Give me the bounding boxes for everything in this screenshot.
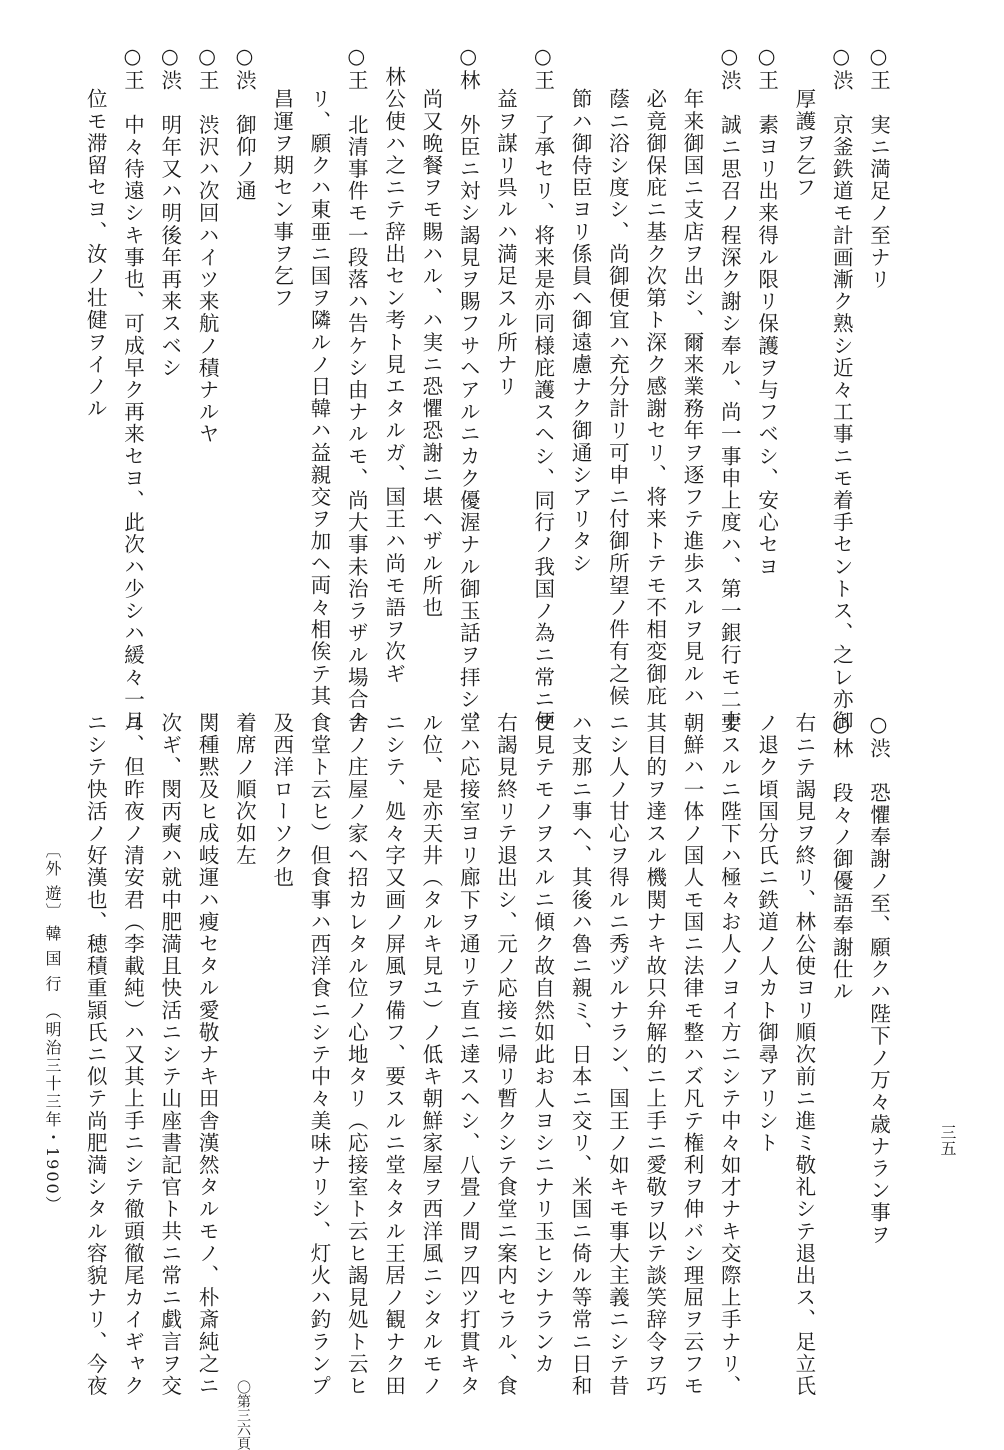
upper-column-13: 尚又晩餐ヲモ賜ハル、ハ実ニ恐懼恐謝ニ堪ヘザル所也 (418, 44, 443, 619)
upper-column-12: ○林 外臣ニ対シ謁見ヲ賜フサヘアルニカク優渥ナル御玉話ヲ拝シ、 (456, 44, 481, 733)
lower-column-20: 次ギ、閔丙奭ハ就中肥満且快活ニシテ山座書記官ト共ニ常ニ戯言ヲ交 (157, 712, 182, 1398)
lower-column-19: 関種黙及ヒ成岐運ハ瘦セタル愛敬ナキ田舎漢然タルモノ、朴斎純之ニ (195, 712, 220, 1398)
lower-column-1: ○渋 恐懼奉謝ノ至、願クハ陛下ノ万々歳ナラン事ヲ (866, 712, 891, 1246)
seating-note: 〇第三六頁 (235, 1380, 251, 1450)
running-head-title: 韓 国 行 (43, 925, 62, 994)
lower-column-9: ハ支那ニ事ヘ、其後ハ魯ニ親ミ、日本ニ交リ、米国ニ倚ル等常ニ日和 (568, 712, 593, 1398)
upper-column-21: ○王 中々待遠シキ事也、可成早ク再来セヨ、此次ハ少シハ緩々一月 (120, 44, 145, 733)
lower-column-17: 及西洋ローソク也 (269, 712, 294, 889)
lower-column-10: ヲ見テモノヲスルニ傾ク故自然如此お人ヨシニナリ玉ヒシナランカ (530, 712, 555, 1375)
running-head-section: 〔外 遊〕 (43, 842, 62, 922)
upper-column-6: 年来御国ニ支店ヲ出シ、爾来業務年ヲ逐フテ進歩スルヲ見ルハ (680, 44, 704, 707)
upper-column-10: ○王 了承セリ、将来是亦同様庇護スヘシ、同行ノ我国ノ為ニ常ニ便 (530, 44, 555, 733)
upper-column-20: ○渋 明年又ハ明後年再来スベシ (157, 44, 182, 379)
lower-column-2: ○林 段々ノ御優語奉謝仕ル (829, 712, 854, 1003)
lower-column-7: 其目的ヲ達スル機関ナキ故只弁解的ニ上手ニ愛敬ヲ以テ談笑辞令ヲ巧 (642, 712, 667, 1398)
upper-column-4: ○王 素ヨリ出来得ル限リ保護ヲ与フベシ、安心セヨ (754, 44, 779, 578)
upper-column-8: 蔭ニ浴シ度シ、尚御便宜ハ充分計リ可申ニ付御所望ノ件有之候 (605, 44, 630, 707)
upper-column-7: 必竟御保庇ニ基ク次第ト深ク感謝セリ、将来トテモ不相変御庇 (642, 44, 667, 707)
lower-column-11: 右謁見終リテ退出シ、元ノ応接ニ帰リ暫クシテ食堂ニ案内セラル、食 (493, 712, 518, 1398)
upper-column-19: ○王 渋沢ハ次回ハイツ来航ノ積ナルヤ (195, 44, 220, 446)
running-head-era: （明治三十三年・1900） (43, 1003, 62, 1214)
upper-column-2: ○渋 京釜鉄道モ計画漸ク熟シ近々工事ニモ着手セントス、之レ亦御 (829, 44, 854, 733)
upper-column-17: 昌運ヲ期セン事ヲ乞フ (269, 44, 294, 310)
lower-column-14: ニシテ、処々字又画ノ屏風ヲ備フ、要スルニ堂々タル王居ノ観ナク田 (381, 712, 406, 1398)
lower-column-12: 堂ハ応接室ヨリ廊下ヲ通リテ直ニ達スヘシ、八畳ノ間ヲ四ツ打貫キタ (456, 712, 481, 1398)
lower-column-16: 食堂ト云ヒ）但食事ハ西洋食ニシテ中々美味ナリシ、灯火ハ釣ランプ (307, 712, 331, 1398)
lower-column-4: ノ退ク頃国分氏ニ鉄道ノ人カト御尋アリシト (754, 712, 779, 1154)
lower-column-13: ル位、是亦天井（タルキ見ユ）ノ低キ朝鮮家屋ヲ西洋風ニシタルモノ (418, 712, 443, 1398)
upper-column-22: 位モ滞留セヨ、汝ノ壮健ヲイノル (83, 44, 108, 420)
upper-column-15: ○王 北清事件モ一段落ハ告ケシ由ナルモ、尚大事未治ラザル場合ナ (344, 44, 369, 733)
upper-column-11: 益ヲ謀リ呉ルハ満足スル所ナリ (493, 44, 518, 398)
page-number: 三五 (938, 1124, 957, 1156)
lower-column-22: ニシテ快活ノ好漢也、穂積重頴氏ニ似テ尚肥満シタル容貌ナリ、今夜 (83, 712, 108, 1398)
upper-column-9: 節ハ御侍臣ヨリ係員ヘ御遠慮ナク御通シアリタシ (568, 44, 593, 575)
lower-column-15: 舎ノ庄屋ノ家ヘ招カレタル位ノ心地タリ（応接室ト云ヒ謁見処ト云ヒ (344, 712, 369, 1398)
lower-column-8: ニシ人ノ甘心ヲ得ルニ秀ヅルナラン、国王ノ如キモ事大主義ニシテ昔 (605, 712, 630, 1398)
upper-column-18: ○渋 御仰ノ通 (232, 44, 257, 203)
lower-column-3: 右ニテ謁見ヲ終リ、林公使ヨリ順次前ニ進ミ敬礼シテ退出ス、足立氏 (791, 712, 816, 1398)
lower-column-21: ユ、但昨夜ノ清安君（李載純）ハ又其上手ニシテ徹頭徹尾カイギャク (120, 712, 145, 1398)
upper-column-3: 厚護ヲ乞フ (791, 44, 816, 199)
upper-column-16: リ、願クハ東亜ニ国ヲ隣ルノ日韓ハ益親交ヲ加ヘ両々相俟テ其 (307, 44, 331, 707)
upper-column-1: ○王 実ニ満足ノ至ナリ (866, 44, 891, 291)
lower-column-6: 朝鮮ハ一体ノ国人モ国ニ法律モ整ハズ凡テ権利ヲ伸バシ理屈ヲ云フモ (680, 712, 704, 1398)
upper-column-14: 林公使ハ之ニテ辞出セン考ト見エタルガ、国王ハ尚モ語ヲ次ギ (381, 44, 406, 685)
upper-column-5: ○渋 誠ニ思召ノ程深ク謝シ奉ル、尚一事申上度ハ、第一銀行モ二十 (717, 44, 742, 733)
lower-column-5: 要スルニ陛下ハ極々お人ノヨイ方ニシテ中々如才ナキ交際上手ナリ、 (717, 712, 742, 1398)
lower-column-18: 着席ノ順次如左 (232, 712, 257, 867)
